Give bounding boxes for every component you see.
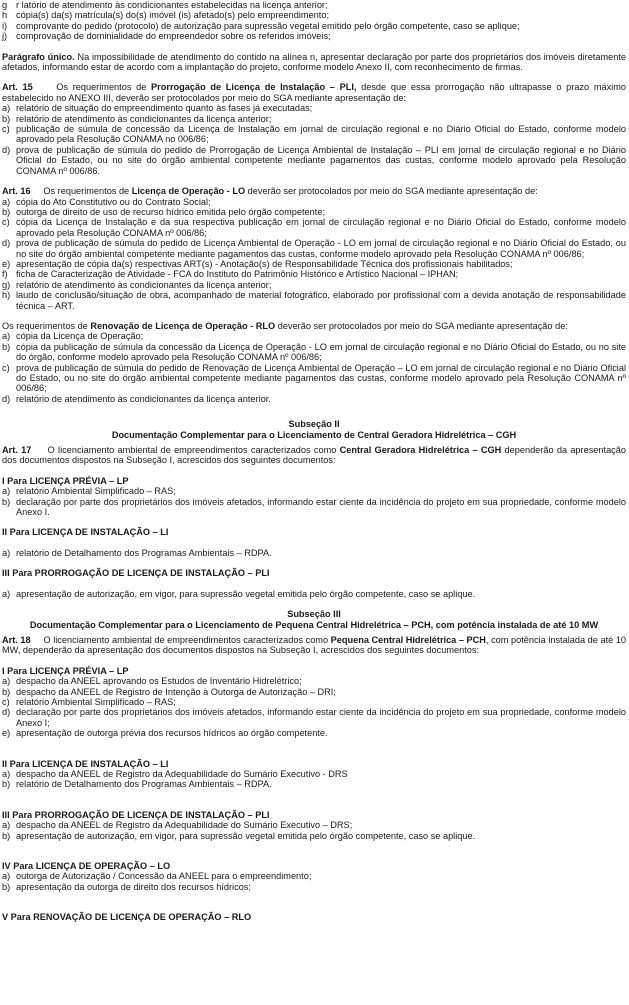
list-item: a) cópia do Ato Constitutivo ou do Contrato Social; <box>2 196 211 207</box>
art18-lo-heading: IV Para LICENÇA DE OPERAÇÃO – LO <box>2 861 171 871</box>
subsection-2-title: Subseção II <box>288 419 340 430</box>
article-18-intro: Art. 18 O licenciamento ambiental de empreendimentos caracterizados como Pequena Central Hidrelétrica – PCH, com potência instalada de até 10 MW, dependerão da apresentação dos documentos dispostos na Subseção I, acrescidos dos seguintes documentos: <box>2 634 627 656</box>
subsection-3-title: Subseção III <box>287 609 341 620</box>
list-item: a) relatório de situação do empreendimento quanto às fases já executadas; <box>2 103 313 114</box>
subsection-3-subtitle: Documentação Complementar para o Licenciamento de Pequena Central Hidrelétrica – PCH, com potência instalada de até 10 MW <box>29 619 599 630</box>
list-top <box>2 0 626 42</box>
list-item: c) prova de publicação de súmula do pedido de Renovação de Licença Ambiental de Operação – LO em jornal de circulação regional e no Diário Oficial do Estado, ou no site do órgão ambiental competente mediante pagamentos das custas, conforme modelo aprovado pela Resolução CONAMA nº 006/86; <box>2 362 626 394</box>
list-item: a) cópia da Licença de Operação; <box>2 331 144 342</box>
rlo-intro: Os requerimentos de Renovação de Licença de Operação - RLO deverão ser protocolados por meio do SGA mediante apresentação de: <box>2 320 568 331</box>
list-item: b) cópia da publicação de súmula da concessão da Licença de Operação - LO em jornal de circulação regional e no Diário Oficial do Estado, ou no site do órgão, conforme modelo aprovado pela Resolução CONAMA nº 006/86; <box>2 341 626 363</box>
article-17-intro: Art. 17 O licenciamento ambiental de empreendimentos caracterizados como Central Geradora Hidrelétrica – CGH dependerão da apresentação dos documentos dispostos na Subseção I, acrescidos dos seguintes documentos: <box>2 445 626 466</box>
list-item: d) prova de publicação de súmula do pedido de Prorrogação de Licença Ambiental de Instalação – PLI em jornal de circulação regional e no Diário Oficial do Estado, ou no site do órgão ambiental competente mediante pagamentos das custas, conforme modelo aprovado pela Resolução CONAMA nº 006/86. <box>2 144 626 176</box>
list-item: g) relatório de atendimento às condicionantes da licença anterior; <box>2 279 272 290</box>
list-item: c) publicação de súmula de concessão da Licença de Instalação em jornal de circulação regional e no Diário Oficial do Estado, conforme modelo aprovado pela Resolução CONAMA no 006/86; <box>2 124 626 145</box>
list-item: c) relatório Ambiental Simplificado – RAS; <box>2 696 176 707</box>
article-15-intro: Art. 15 Os requerimentos de Prorrogação de Licença de Instalação – PLI, desde que essa prorrogação não ultrapasse o prazo máximo estabelecido no ANEXO III, deverão ser protocolados por meio do SGA mediante apresentação de: <box>2 82 626 103</box>
list-item: b) relatório de atendimento às condicionantes da licença anterior; <box>2 113 272 124</box>
art18-pli-heading: III Para PRORROGAÇÃO DE LICENÇA DE INSTALAÇÃO – PLI <box>2 809 270 820</box>
list-item: a) relatório de Detalhamento dos Programas Ambientais – RDPA. <box>2 547 272 558</box>
list-item: i) comprovante do pedido (protocolo) de autorização para supressão vegetal emitido pelo órgão competente, caso se aplique; <box>2 20 520 31</box>
list-item: b) declaração por parte dos proprietários dos imóveis afetados, informando estar ciente da incidência do projeto em sua propriedade, conforme modelo Anexo I. <box>2 496 626 518</box>
list-item: e) apresentação de cópia da(s) respectivas ART(s) - Anotação(s) de Responsabilidade Técnica dos profissionais habilitados; <box>2 258 513 269</box>
art18-li-heading: II Para LICENÇA DE INSTALAÇÃO – LI <box>2 758 169 769</box>
art17-li-heading: II Para LICENÇA DE INSTALAÇÃO – LI <box>2 527 169 538</box>
list-item: b) despacho da ANEEL de Registro de Intenção à Outorga de Autorização – DRI; <box>2 686 336 697</box>
article-15-items <box>2 103 626 176</box>
list-item: a) despacho da ANEEL de Registro da Adequabilidade do Sumário Executivo – DRS; <box>2 820 353 831</box>
list-item: a) despacho da ANEEL aprovando os Estudos de Inventário Hidrelétrico; <box>2 676 302 687</box>
list-item: b) apresentação de autorização, em vigor, para supressão vegetal emitida pelo órgão competente, caso se aplique. <box>2 830 476 841</box>
list-item: d) declaração por parte dos proprietários dos imóveis afetados, informando estar ciente da incidência do projeto em sua propriedade, conforme modelo Anexo I; <box>2 707 626 728</box>
list-item: h) laudo de conclusão/situação de obra, acompanhado de material fotográfico, elaborado por profissional com a devida anotação de responsabilidade técnica – ART. <box>2 290 626 311</box>
list-item: b) outorga de direito de uso de recurso hídrico emitida pelo órgão competente; <box>2 206 325 217</box>
list-item: d) relatório de atendimento às condicionantes da licença anterior. <box>2 393 271 404</box>
art18-rlo-heading: V Para RENOVAÇÃO DE LICENÇA DE OPERAÇÃO – RLO <box>2 912 252 923</box>
list-item: e) apresentação de outorga prévia dos recursos hídricos ao órgão competente. <box>2 728 328 739</box>
rlo-items <box>2 331 626 404</box>
list-item: a) outorga de Autorização / Concessão da ANEEL para o empreendimento; <box>2 871 312 882</box>
list-item: d) prova de publicação de súmula do pedido de Licença Ambiental de Operação - LO em jornal de circulação regional e no Diário Oficial do Estado, ou no site do órgão ambiental competente mediante pagamentos das custas, conforme modelo aprovado pela Resolução CONAMA nº 006/86; <box>2 238 626 259</box>
subsection-2-subtitle: Documentação Complementar para o Licenciamento de Central Geradora Hidrelétrica – CGH <box>111 429 517 440</box>
list-item: b) relatório de Detalhamento dos Programas Ambientais – RDPA. <box>2 779 272 790</box>
article-16-intro: Art. 16 Os requerimentos de Licença de Operação - LO deverão ser protocolados por meio do SGA mediante apresentação de: <box>2 186 538 197</box>
art17-lp-heading: I Para LICENÇA PRÉVIA – LP <box>2 475 129 486</box>
paragrafo-unico: Parágrafo único. Na impossibilidade de atendimento do contido na alínea n, apresentar declaração por parte dos proprietários dos imóveis diretamente afetados, informando estar de acordo com a implantação do projeto, conforme modelo Anexo II, com reconhecimento de firmas. <box>2 51 626 73</box>
list-item: a) relatório Ambiental Simplificado – RAS; <box>2 486 176 497</box>
list-item: b) apresentação da outorga de direito dos recursos hídricos; <box>2 881 251 892</box>
list-item: f) ficha de Caracterização de Atividade - FCA do Instituto do Patrimônio Histórico e Artístico Nacional – IPHAN; <box>2 269 459 280</box>
list-item: j) comprovação de dominialidade do empreendedor sobre os referidos imóveis; <box>2 31 331 42</box>
list-item: g r latório de atendimento às condicionantes estabelecidas na licença anterior; <box>2 0 328 10</box>
article-16-items <box>2 197 626 311</box>
list-item: a) despacho da ANEEL de Registro da Adequabilidade do Sumário Executivo - DRS <box>2 768 348 779</box>
document-page <box>2 0 626 923</box>
art17-pli-heading: III Para PRORROGAÇÃO DE LICENÇA DE INSTALAÇÃO – PLI <box>2 568 270 579</box>
list-item: h cópia(s) da(s) matrícula(s) do(s) imóvel (is) afetado(s) pelo empreendimento; <box>2 10 329 21</box>
list-item: c) cópia da Licença de Instalação e da sua respectiva publicação em jornal de circulação regional e no Diário Oficial do Estado, conforme modelo aprovado pela Resolução CONAMA nº 006/86; <box>2 217 626 238</box>
art18-lp-heading: I Para LICENÇA PRÉVIA – LP <box>2 665 129 676</box>
list-item: a) apresentação de autorização, em vigor, para supressão vegetal emitida pelo órgão competente, caso se aplique. <box>2 588 476 599</box>
